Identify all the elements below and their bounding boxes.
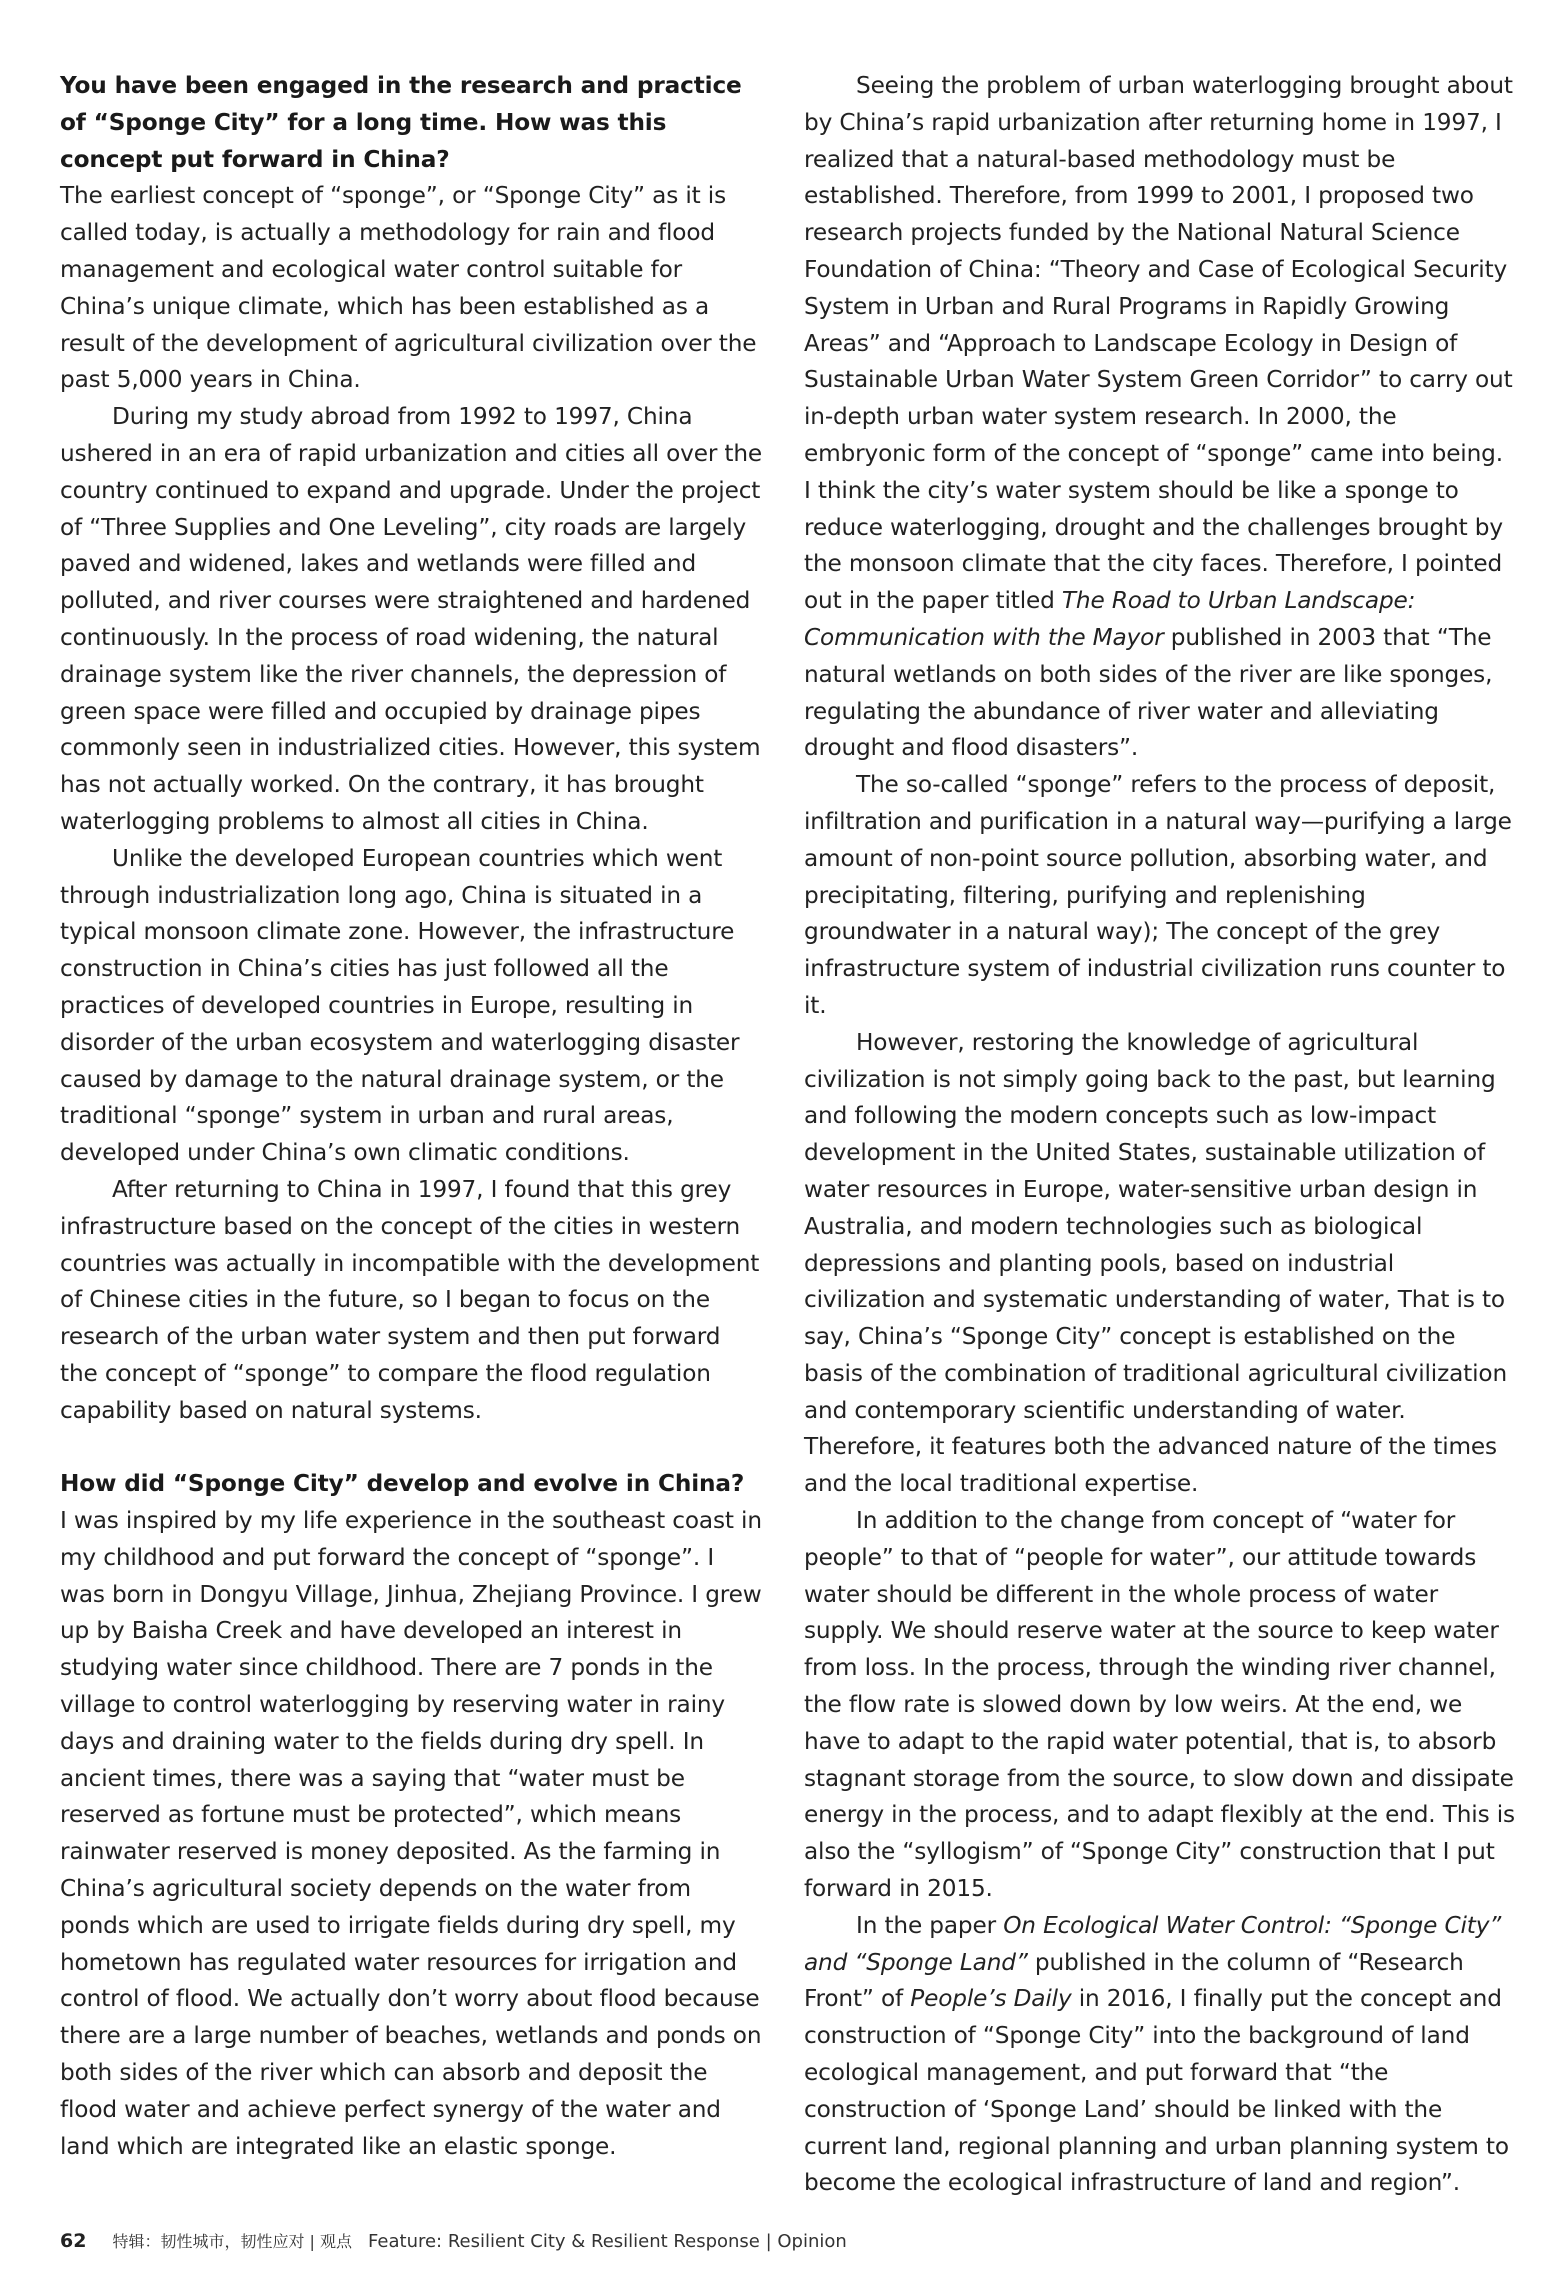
paragraph-text: in 2016, I finally put the concept and construction of “Sponge City” into the background of land ecological management, and put forward that “the construction of ‘Sponge Land’ should be linked with the current land, regional planning and urban planning system to become the ecological infrastructure of land and region”.: [804, 1985, 1509, 2197]
right-column: [804, 68, 1516, 2202]
paragraph-text: Seeing the problem of urban waterlogging brought about by China’s rapid urbanization after returning home in 1997, I realized that a natural-based methodology must be established. Therefore, from 1999 to 2001, I proposed two research projects funded by the National Natural Science Foundation of China: “Theory and Case of Ecological Security System in Urban and Rural Programs in Rapidly Growing Areas” and “Approach to Landscape Ecology in Design of Sustainable Urban Water System Green Corridor” to carry out in-depth urban water system research. In 2000, the embryonic form of the concept of “sponge” came into being. I think the city’s water system should be like a sponge to reduce waterlogging, drought and the challenges brought by the monsoon climate that the city faces. Therefore, I pointed out in the paper titled: [804, 72, 1513, 615]
section-label-en: Feature: Resilient City & Resilient Response | Opinion: [368, 2231, 847, 2252]
paragraph-gap: [60, 1429, 765, 1466]
newspaper-title: People’s Daily: [910, 1985, 1072, 2013]
left-column: [60, 68, 765, 2165]
answer-paragraph: The earliest concept of “sponge”, or “Sponge City” as it is called today, is actually a methodology for rain and flood management and ecological water control suitable for China’s unique climate, which has been established as a result of the development of agricultural civilization over the past 5,000 years in China.: [60, 182, 757, 394]
section-label-zh: 特辑：韧性城市，韧性应对 | 观点: [112, 2232, 353, 2251]
paragraph-text: published in 2003 that “The natural wetlands on both sides of the river are like sponges, regulating the abundance of river water and alleviating drought and flood disasters”.: [804, 623, 1493, 762]
question-heading-2: How did “Sponge City” develop and evolve in China?: [60, 1470, 745, 1498]
paper-title: The Road to Urban Landscape: Communication with the Mayor: [804, 587, 1416, 651]
answer-paragraph: However, restoring the knowledge of agricultural civilization is not simply going back to the past, but learning and following the modern concepts such as low-impact development in the United States, sustainable utilization of water resources in Europe, water-sensitive urban design in Australia, and modern technologies such as biological depressions and planting pools, based on industrial civilization and systematic understanding of water, That is to say, China’s “Sponge City” concept is established on the basis of the combination of traditional agricultural civilization and contemporary scientific understanding of water. Therefore, it features both the advanced nature of the times and the local traditional expertise.: [804, 1028, 1507, 1498]
paragraph-text: In the paper: [856, 1911, 1004, 1939]
answer-paragraph: Unlike the developed European countries which went through industrialization long ago, China is situated in a typical monsoon climate zone. However, the infrastructure construction in China’s cities has just followed all the practices of developed countries in Europe, resulting in disorder of the urban ecosystem and waterlogging disaster caused by damage to the natural drainage system, or the traditional “sponge” system in urban and rural areas, developed under China’s own climatic conditions.: [60, 844, 740, 1167]
paper-title: On Ecological Water Control: “Sponge City” and “Sponge Land”: [804, 1911, 1502, 1976]
page-number: 62: [60, 2230, 87, 2252]
answer-paragraph: During my study abroad from 1992 to 1997, China ushered in an era of rapid urbanization and cities all over the country continued to expand and upgrade. Under the project of “Three Supplies and One Leveling”, city roads are largely paved and widened, lakes and wetlands were filled and polluted, and river courses were straightened and hardened continuously. In the process of road widening, the natural drainage system like the river channels, the depression of green space were filled and occupied by drainage pipes commonly seen in industrialized cities. However, this system has not actually worked. On the contrary, it has brought waterlogging problems to almost all cities in China.: [60, 403, 763, 835]
answer-paragraph: In addition to the change from concept of “water for people” to that of “people for water”, our attitude towards water should be different in the whole process of water supply. We should reserve water at the source to keep water from loss. In the process, through the winding river channel, the flow rate is slowed down by low weirs. At the end, we have to adapt to the rapid water potential, that is, to absorb stagnant storage from the source, to slow down and dissipate energy in the process, and to adapt flexibly at the end. This is also the “syllogism” of “Sponge City” construction that I put forward in 2015.: [804, 1507, 1515, 1903]
answer-paragraph: The so-called “sponge” refers to the process of deposit, infiltration and purification in a natural way—purifying a large amount of non-point source pollution, absorbing water, and precipitating, filtering, purifying and replenishing groundwater in a natural way); The concept of the grey infrastructure system of industrial civilization runs counter to it.: [804, 771, 1512, 1019]
page-footer: [60, 2229, 847, 2252]
question-heading-1: You have been engaged in the research and practice of “Sponge City” for a long time. How was this concept put forward in China?: [60, 72, 742, 173]
answer-paragraph: [804, 68, 1516, 767]
answer-paragraph: After returning to China in 1997, I found that this grey infrastructure based on the concept of the cities in western countries was actually in incompatible with the development of Chinese cities in the future, so I began to focus on the research of the urban water system and then put forward the concept of “sponge” to compare the flood regulation capability based on natural systems.: [60, 1175, 760, 1424]
paragraph-text: published in the column of “Research Front” of: [804, 1948, 1464, 2013]
answer-paragraph: I was inspired by my life experience in the southeast coast in my childhood and put forward the concept of “sponge”. I was born in Dongyu Village, Jinhua, Zhejiang Province. I grew up by Baisha Creek and have developed an interest in studying water since childhood. There are 7 ponds in the village to control waterlogging by reserving water in rainy days and draining water to the fields during dry spell. In ancient times, there was a saying that “water must be reserved as fortune must be protected”, which means rainwater reserved is money deposited. As the farming in China’s agricultural society depends on the water from ponds which are used to irrigate fields during dry spell, my hometown has regulated water resources for irrigation and control of flood. We actually don’t worry about flood because there are a large number of beaches, wetlands and ponds on both sides of the river which can absorb and deposit the flood water and achieve perfect synergy of the water and land which are integrated like an elastic sponge.: [60, 1507, 762, 2160]
answer-paragraph: [804, 1908, 1516, 2202]
